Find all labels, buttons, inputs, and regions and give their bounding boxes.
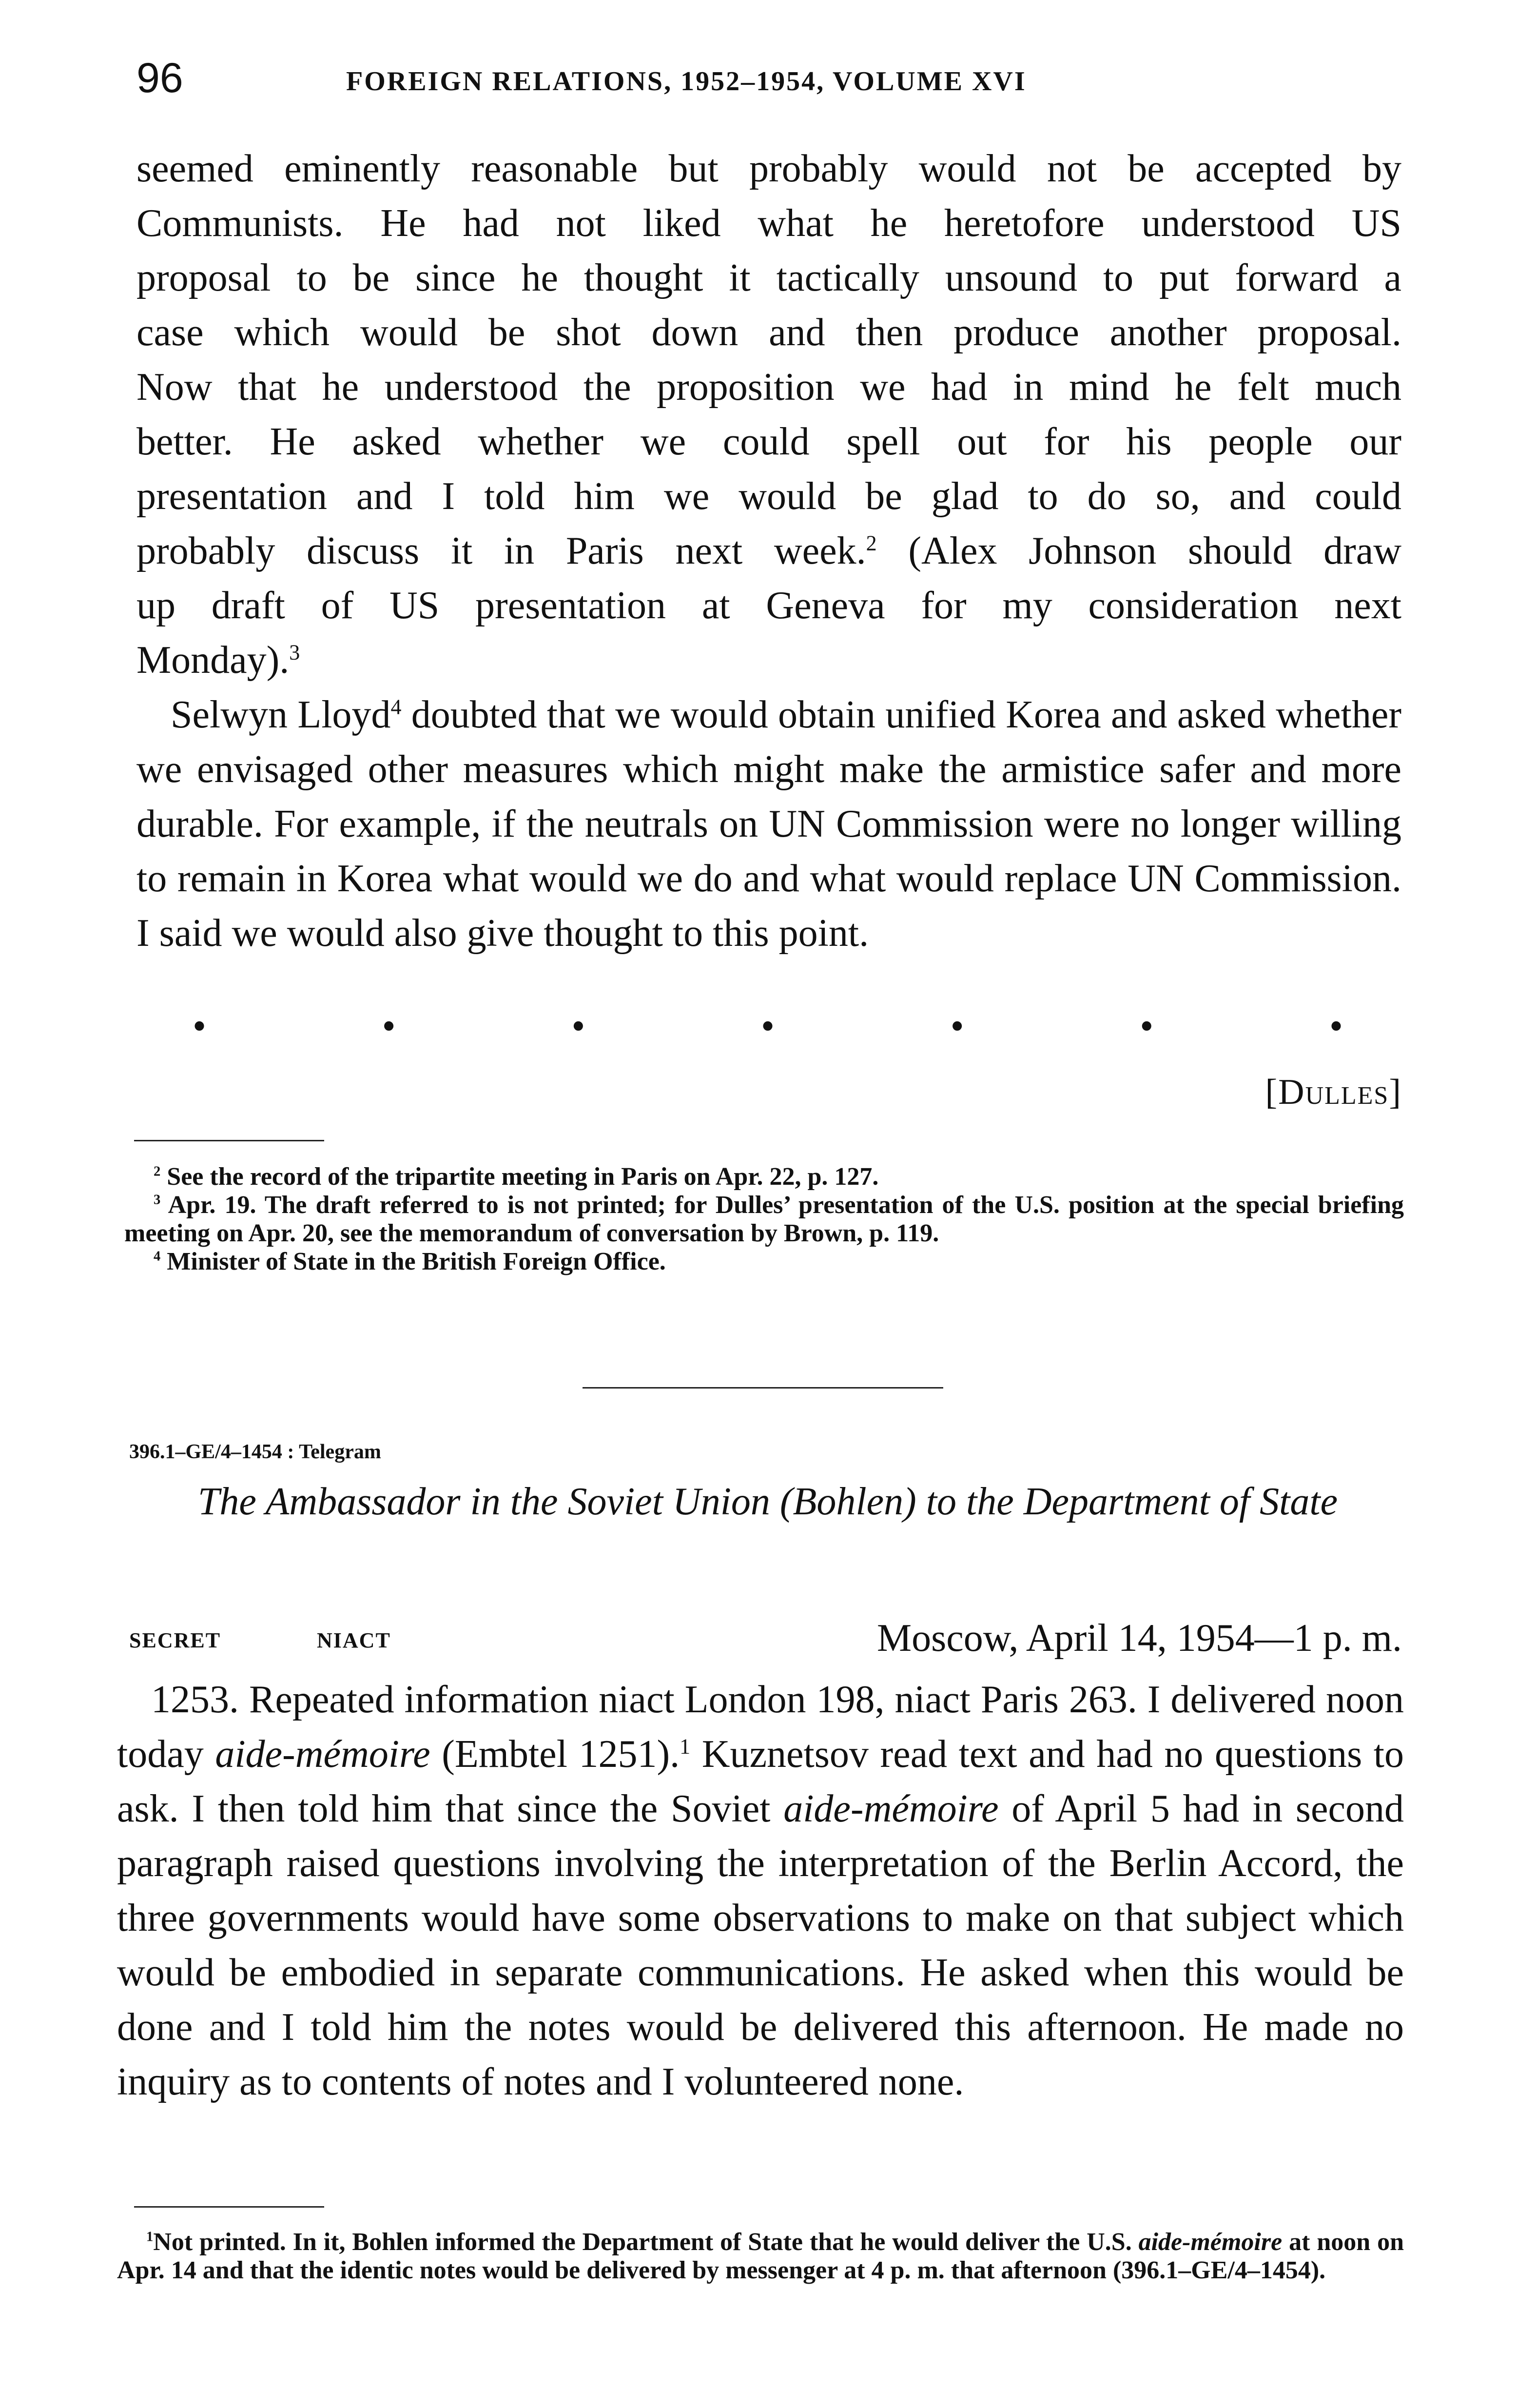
- page-number: 96: [136, 55, 183, 101]
- footnote-rule: [134, 2206, 324, 2208]
- footnote: [124, 1191, 1404, 1248]
- footnote-bottom: [117, 2228, 1404, 2285]
- text-fragment: probably discuss it in Paris next week.: [136, 529, 866, 572]
- footnote-marker: 2: [154, 1164, 161, 1179]
- footnote-text: Apr. 19. The draft referred to is not printed; for Dulles’ presentation of the U.S. position at the special briefing meeting on Apr. 20, see the memorandum of conversation by Brown, p. 119.: [124, 1191, 1404, 1247]
- paragraph-lloyd: [136, 687, 1401, 960]
- text-line: better. He asked whether we could spell out for his people our: [136, 420, 1401, 463]
- text-fragment: Selwyn Lloyd: [171, 693, 391, 736]
- footnote-marker: 1: [146, 2229, 154, 2245]
- text-line: presentation and I told him we would be glad to do so, and could: [136, 475, 1401, 518]
- footnote-text: at noon on Apr. 14 and that the identic notes would be delivered by messenger at 4 p. m. that afternoon (396.1–GE/4–1454).: [117, 2228, 1404, 2284]
- text-fragment: of April 5 had in second paragraph raised questions involving the interpretation of the Berlin Accord, the three governments would have some observations to make on that subject which would be embodied in separate communications. He asked when this would be done and I told him the notes would be delivered this afternoon. He made no inquiry as to contents of notes and I volunteered none.: [117, 1787, 1404, 2103]
- footnote-ref: 2: [866, 531, 877, 555]
- precedence: NIACT: [317, 1628, 391, 1652]
- ellipsis-dot: •: [193, 1005, 207, 1048]
- document-title: The Ambassador in the Soviet Union (Bohlen) to the Department of State: [197, 1480, 1338, 1523]
- text-fragment: Monday).: [136, 639, 290, 682]
- footnote: [117, 2228, 1404, 2285]
- text-line: seemed eminently reasonable but probably would not be accepted by: [136, 147, 1401, 190]
- footnote-text: Not printed. In it, Bohlen informed the Department of State that he would deliver the U.S.: [153, 2228, 1139, 2256]
- text-line: case which would be shot down and then produce another proposal.: [136, 311, 1401, 354]
- footnote-rule: [134, 1140, 324, 1141]
- footnote-text: See the record of the tripartite meeting in Paris on Apr. 22, p. 127.: [167, 1163, 879, 1191]
- text-fragment: (Embtel 1251).: [430, 1733, 680, 1776]
- text-line: Now that he understood the proposition we had in mind he felt much: [136, 366, 1401, 409]
- running-title: FOREIGN RELATIONS, 1952–1954, VOLUME XVI: [346, 66, 1027, 97]
- italic-term: aide-mémoire: [215, 1733, 430, 1776]
- body-paragraph: [117, 1672, 1404, 2109]
- signature: [Dulles]: [1265, 1072, 1402, 1112]
- footnote: [124, 1163, 1404, 1191]
- footnote-marker: 3: [154, 1192, 161, 1208]
- ellipsis-dot: •: [571, 1005, 585, 1048]
- file-code: 396.1–GE/4–1454 : Telegram: [129, 1441, 381, 1463]
- ellipsis-dot: •: [760, 1005, 775, 1048]
- italic-term: aide-mémoire: [783, 1787, 999, 1830]
- text-line: up draft of US presentation at Geneva for my consideration next: [136, 584, 1401, 627]
- continued-paragraph: [136, 141, 1401, 960]
- text-line: [136, 633, 1401, 687]
- dateline: Moscow, April 14, 1954—1 p. m.: [876, 1617, 1402, 1660]
- footnote-marker: 4: [154, 1249, 161, 1264]
- ellipsis-dot: •: [1329, 1005, 1343, 1048]
- classification: SECRET: [129, 1628, 221, 1652]
- text-fragment: 1253. Repeated information niact London 198, niact Paris 263. I delivered noon today: [117, 1678, 1404, 1776]
- ellipsis-dot: •: [382, 1005, 396, 1048]
- italic-term: aide-mémoire: [1138, 2228, 1283, 2256]
- footnote: [124, 1248, 1404, 1276]
- section-separator: [583, 1387, 943, 1389]
- footnote-ref: 1: [680, 1734, 691, 1759]
- footnote-text: Minister of State in the British Foreign Office.: [167, 1248, 666, 1275]
- text-fragment: (Alex Johnson should draw: [876, 529, 1401, 572]
- text-line: [136, 524, 1401, 578]
- ellipsis-dot: •: [1140, 1005, 1154, 1048]
- text-line: Communists. He had not liked what he heretofore understood US: [136, 202, 1401, 245]
- footnotes-top: [124, 1163, 1404, 1276]
- text-line: proposal to be since he thought it tactically unsound to put forward a: [136, 256, 1401, 299]
- ellipsis-dots: [193, 1004, 1343, 1048]
- ellipsis-dot: •: [950, 1005, 964, 1048]
- text-fragment: Kuznetsov read text and had no questions to ask. I then told him that since the Soviet: [117, 1733, 1404, 1830]
- footnote-ref: 3: [289, 640, 300, 665]
- footnote-ref: 4: [390, 695, 402, 719]
- telegram-body: [117, 1672, 1404, 2109]
- text-fragment: doubted that we would obtain unified Korea and asked whether we envisaged other measures which might make the armistice safer and more durable. For example, if the neutrals on UN Commission were no longer willing to remain in Korea what would we do and what would replace UN Commission. I said we would also give thought to this point.: [136, 693, 1402, 955]
